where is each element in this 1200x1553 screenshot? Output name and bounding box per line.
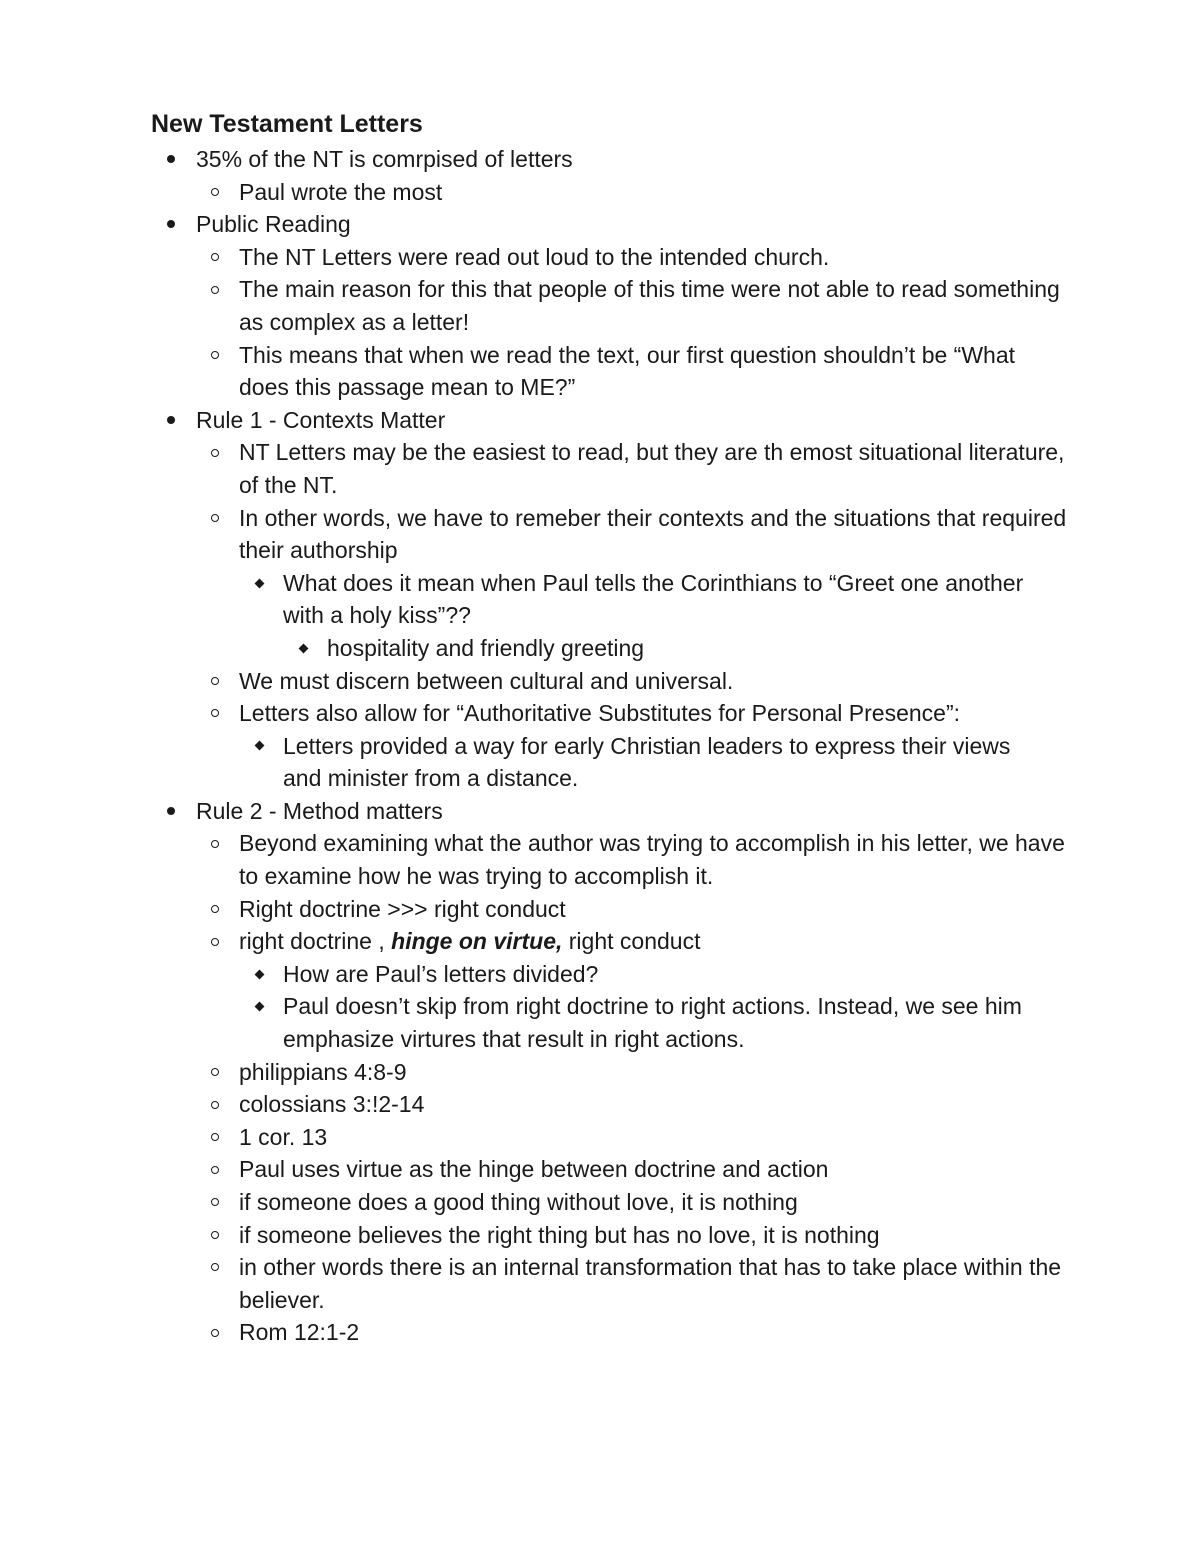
bullet-circle-icon bbox=[211, 938, 219, 946]
bullet-circle-icon bbox=[211, 188, 219, 196]
bullet-circle-icon bbox=[211, 840, 219, 848]
list-item-text: Letters also allow for “Authoritative Substitutes for Personal Presence”: bbox=[239, 700, 961, 727]
bullet-circle-icon bbox=[211, 1231, 219, 1239]
list-item-text: hospitality and friendly greeting bbox=[327, 634, 645, 661]
list-item-text: Letters provided a way for early Christian leaders to express their views and minister from a distance. bbox=[283, 732, 1011, 792]
bullet-circle-icon bbox=[211, 1198, 219, 1206]
bullet-marker bbox=[211, 502, 219, 535]
bullet-circle-icon bbox=[211, 449, 219, 457]
page-title: New Testament Letters bbox=[151, 110, 423, 138]
bullet-marker bbox=[211, 436, 219, 469]
list-item-text: 1 cor. 13 bbox=[239, 1123, 328, 1150]
bullet-diamond-icon bbox=[255, 1002, 265, 1012]
bullet-marker bbox=[167, 795, 175, 828]
bullet-diamond-icon bbox=[255, 578, 265, 588]
bullet-marker bbox=[211, 925, 219, 958]
list-item bbox=[0, 567, 1200, 632]
notes-list bbox=[0, 143, 1200, 1349]
list-item-text: What does it mean when Paul tells the Corinthians to “Greet one another with a holy kiss”?? bbox=[283, 569, 1024, 629]
bullet-marker bbox=[211, 1088, 219, 1121]
text-run: right conduct bbox=[562, 928, 701, 955]
bullet-circle-icon bbox=[211, 709, 219, 717]
bullet-circle-icon bbox=[211, 351, 219, 359]
list-item bbox=[0, 795, 1200, 828]
bullet-marker bbox=[211, 1186, 219, 1219]
list-item-text: Paul doesn’t skip from right doctrine to right actions. Instead, we see him emphasize virtures that result in right actions. bbox=[283, 993, 1022, 1053]
list-item-text: Right doctrine >>> right conduct bbox=[239, 895, 566, 922]
list-item bbox=[0, 1186, 1200, 1219]
list-item-text: The NT Letters were read out loud to the intended church. bbox=[239, 243, 830, 270]
list-item-text bbox=[239, 925, 1070, 958]
text-run: right doctrine , bbox=[239, 928, 392, 955]
list-item bbox=[0, 1056, 1200, 1089]
list-item bbox=[0, 241, 1200, 274]
bullet-circle-icon bbox=[211, 514, 219, 522]
bullet-marker bbox=[167, 143, 175, 176]
list-item bbox=[0, 208, 1200, 241]
bullet-dot-icon bbox=[167, 220, 175, 228]
list-item-text: philippians 4:8-9 bbox=[239, 1058, 407, 1085]
bullet-marker bbox=[167, 404, 175, 437]
bullet-dot-icon bbox=[167, 416, 175, 424]
bullet-dot-icon bbox=[167, 155, 175, 163]
bullet-diamond-icon bbox=[299, 643, 309, 653]
list-item-text: NT Letters may be the easiest to read, but they are th emost situational literature, of the NT. bbox=[239, 439, 1065, 498]
list-item bbox=[0, 1153, 1200, 1186]
bullet-circle-icon bbox=[211, 905, 219, 913]
list-item bbox=[0, 893, 1200, 926]
list-item bbox=[0, 1219, 1200, 1252]
emphasis-text: hinge on virtue, bbox=[391, 928, 563, 955]
list-item bbox=[0, 990, 1200, 1055]
list-item-text: in other words there is an internal transformation that has to take place within the believer. bbox=[239, 1254, 1062, 1313]
bullet-diamond-icon bbox=[255, 741, 265, 751]
bullet-marker bbox=[211, 893, 219, 926]
list-item bbox=[0, 697, 1200, 730]
list-item-text: colossians 3:!2-14 bbox=[239, 1091, 425, 1118]
list-item bbox=[0, 502, 1200, 567]
bullet-circle-icon bbox=[211, 1133, 219, 1141]
bullet-marker bbox=[255, 990, 263, 1023]
bullet-marker bbox=[211, 1316, 219, 1349]
bullet-marker bbox=[211, 1056, 219, 1089]
list-item bbox=[0, 1251, 1200, 1316]
bullet-marker bbox=[211, 697, 219, 730]
bullet-diamond-icon bbox=[255, 969, 265, 979]
list-item-text: Paul wrote the most bbox=[239, 178, 443, 205]
list-item bbox=[0, 665, 1200, 698]
list-item bbox=[0, 436, 1200, 501]
list-item-text: if someone does a good thing without love, it is nothing bbox=[239, 1189, 798, 1215]
list-item bbox=[0, 1121, 1200, 1154]
list-item-text: Beyond examining what the author was trying to accomplish in his letter, we have to examine how he was trying to accomplish it. bbox=[239, 830, 1065, 890]
bullet-marker bbox=[211, 1251, 219, 1284]
bullet-marker bbox=[211, 176, 219, 209]
list-item-text: Public Reading bbox=[196, 211, 351, 238]
list-item-text: How are Paul’s letters divided? bbox=[283, 960, 599, 987]
list-item bbox=[0, 273, 1200, 338]
bullet-circle-icon bbox=[211, 1101, 219, 1109]
list-item bbox=[0, 176, 1200, 209]
bullet-marker bbox=[211, 1219, 219, 1252]
list-item-text: In other words, we have to remeber their contexts and the situations that required their authorship bbox=[239, 504, 1067, 564]
list-item bbox=[0, 632, 1200, 665]
list-item-text: We must discern between cultural and universal. bbox=[239, 667, 734, 694]
bullet-circle-icon bbox=[211, 1068, 219, 1076]
bullet-marker bbox=[211, 1121, 219, 1154]
bullet-circle-icon bbox=[211, 1263, 219, 1271]
list-item bbox=[0, 1088, 1200, 1121]
bullet-marker bbox=[299, 632, 307, 665]
list-item-text: This means that when we read the text, our first question shouldn’t be “What does this passage mean to ME?” bbox=[239, 341, 1016, 401]
bullet-marker bbox=[211, 241, 219, 274]
list-item-text: 35% of the NT is comrpised of letters bbox=[196, 146, 573, 172]
list-item bbox=[0, 339, 1200, 404]
list-item bbox=[0, 404, 1200, 437]
bullet-circle-icon bbox=[211, 1166, 219, 1174]
bullet-circle-icon bbox=[211, 1329, 219, 1337]
list-item bbox=[0, 730, 1200, 795]
list-item bbox=[0, 925, 1200, 958]
bullet-marker bbox=[211, 1153, 219, 1186]
list-item bbox=[0, 1316, 1200, 1349]
list-item-text: The main reason for this that people of this time were not able to read something as complex as a letter! bbox=[239, 276, 1060, 335]
bullet-marker bbox=[255, 567, 263, 600]
bullet-marker bbox=[211, 339, 219, 372]
bullet-marker bbox=[211, 827, 219, 860]
list-item-text: if someone believes the right thing but has no love, it is nothing bbox=[239, 1221, 880, 1248]
bullet-dot-icon bbox=[167, 807, 175, 815]
bullet-circle-icon bbox=[211, 253, 219, 261]
bullet-marker bbox=[255, 958, 263, 991]
bullet-circle-icon bbox=[211, 677, 219, 685]
bullet-marker bbox=[255, 730, 263, 763]
bullet-marker bbox=[211, 273, 219, 306]
bullet-circle-icon bbox=[211, 286, 219, 294]
list-item bbox=[0, 827, 1200, 892]
list-item-text: Rule 1 - Contexts Matter bbox=[196, 406, 446, 433]
list-item-text: Paul uses virtue as the hinge between doctrine and action bbox=[239, 1156, 829, 1183]
bullet-marker bbox=[167, 208, 175, 241]
bullet-marker bbox=[211, 665, 219, 698]
list-item-text: Rule 2 - Method matters bbox=[196, 797, 443, 824]
list-item bbox=[0, 143, 1200, 176]
list-item-text: Rom 12:1-2 bbox=[239, 1319, 360, 1346]
list-item bbox=[0, 958, 1200, 991]
